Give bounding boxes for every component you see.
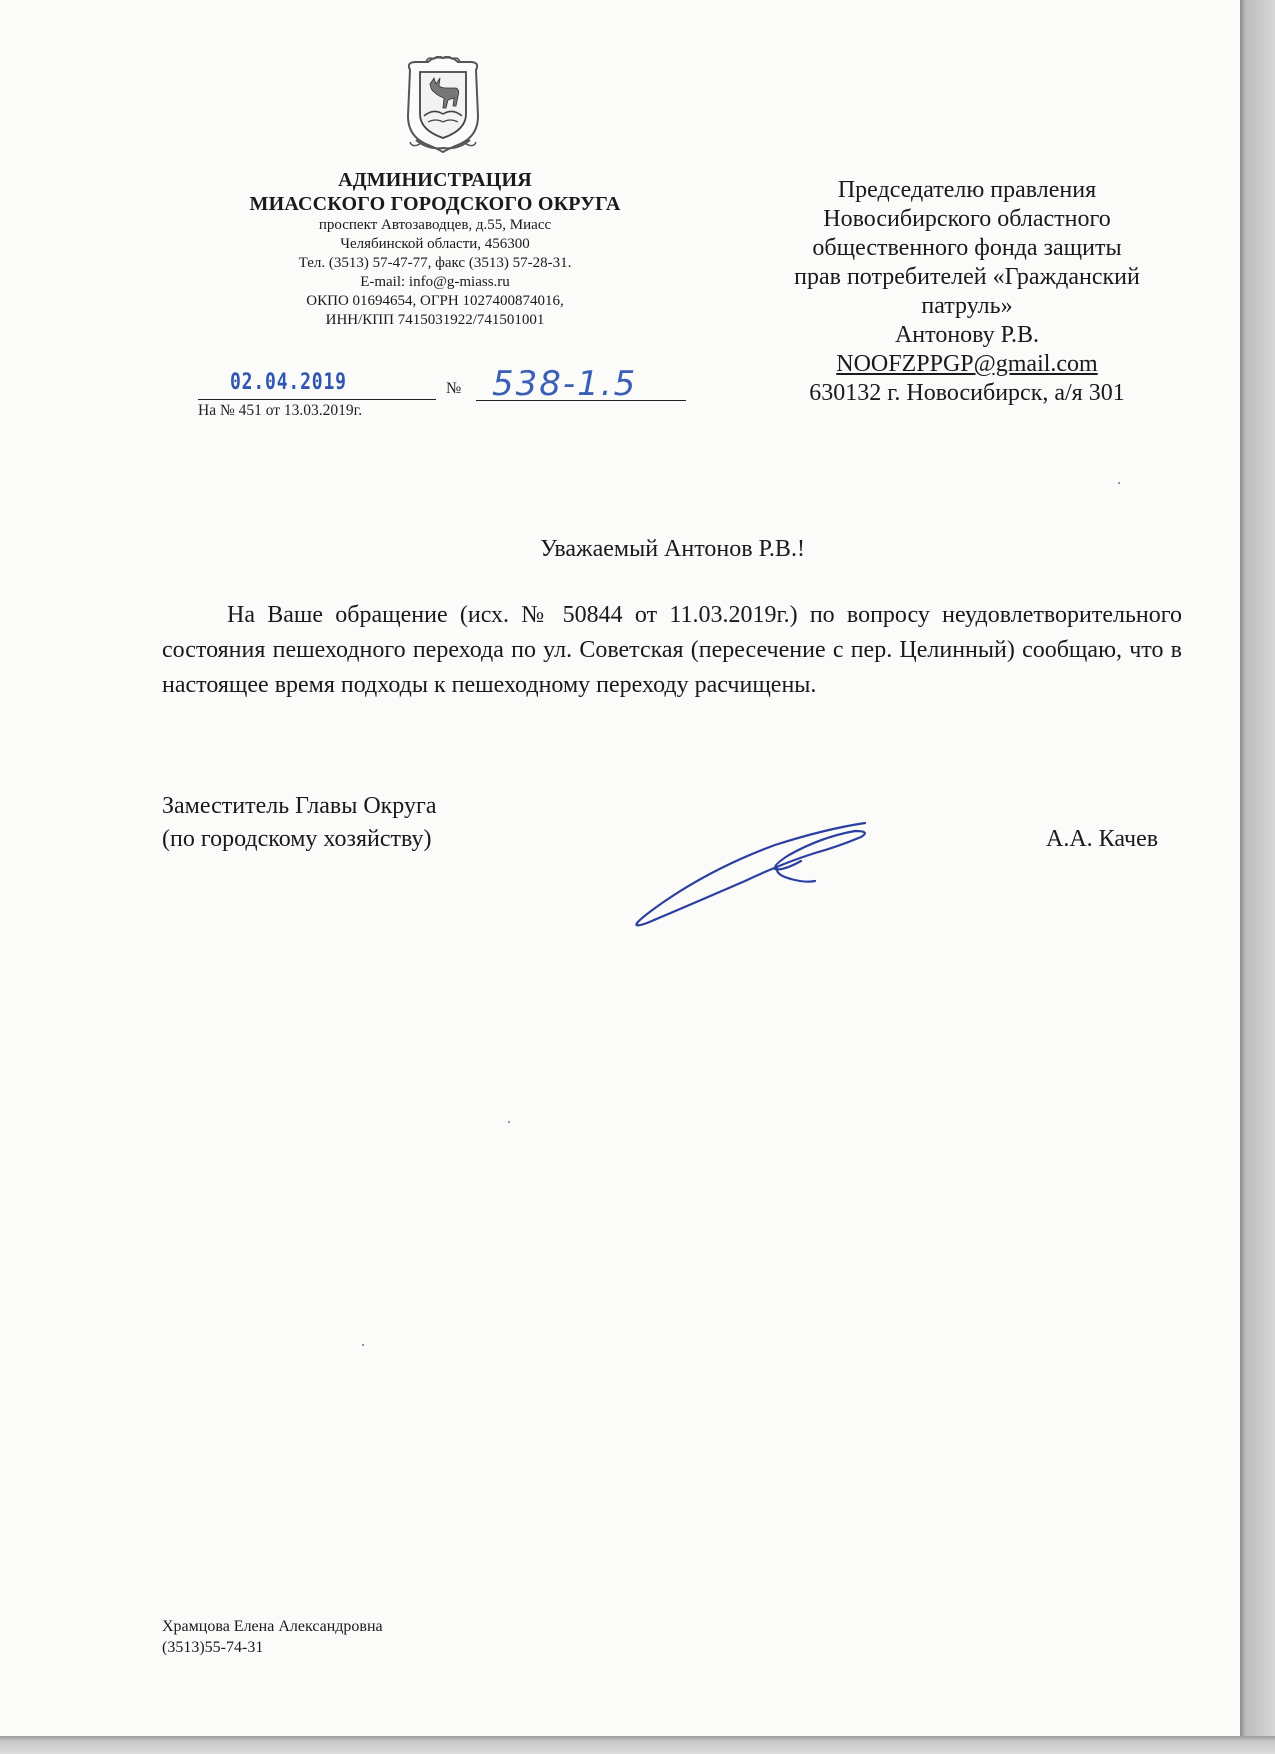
- signatory-name: А.А. Качев: [1046, 826, 1159, 852]
- registration-number-sign: №: [446, 380, 462, 397]
- registration-date-stamp: 02.04.2019: [230, 370, 347, 395]
- letterhead: [185, 168, 685, 330]
- scan-speck: [1118, 482, 1120, 484]
- signatory-title-line1: Заместитель Главы Округа: [162, 793, 437, 819]
- scan-speck: [362, 1344, 364, 1346]
- reg-date-underline: [198, 399, 436, 400]
- executor-phone: (3513)55-74-31: [162, 1639, 264, 1656]
- addressee-line: патруль»: [921, 293, 1013, 319]
- handwritten-signature: [625, 815, 875, 935]
- executor-name: Храмцова Елена Александровна: [162, 1618, 383, 1635]
- scan-edge-bottom: [0, 1736, 1275, 1754]
- addressee-postal: 630132 г. Новосибирск, а/я 301: [809, 380, 1125, 406]
- scan-edge-right: [1240, 0, 1275, 1754]
- signatory-title-line2: (по городскому хозяйству): [162, 826, 432, 852]
- org-okpo: ОКПО 01694654, ОГРН 1027400874016,: [306, 293, 564, 309]
- org-email: E-mail: info@g-miass.ru: [360, 274, 510, 290]
- registration-number: 538-1.5: [492, 364, 638, 404]
- city-coat-of-arms-icon: [398, 56, 488, 156]
- addressee-line: Новосибирского областного: [823, 206, 1111, 232]
- addressee-line: прав потребителей «Гражданский: [794, 264, 1140, 290]
- org-address-line2: Челябинской области, 456300: [340, 236, 530, 252]
- org-inn: ИНН/КПП 7415031922/741501001: [325, 312, 545, 328]
- addressee-email: NOOFZPPGP@gmail.com: [836, 351, 1098, 377]
- addressee-block: [742, 176, 1192, 408]
- addressee-line: общественного фонда защиты: [812, 235, 1122, 261]
- org-phone: Тел. (3513) 57-47-77, факс (3513) 57-28-31.: [298, 255, 572, 271]
- executor-block: [162, 1616, 383, 1658]
- signatory-title: [162, 790, 437, 856]
- body-paragraph: На Ваше обращение (исх. № 50844 от 11.03.2019г.) по вопросу неудовлетворительного состояния пешеходного перехода по ул. Советская (пересечение с пер. Целинный) сообщаю, что в настоящее время подходы к пешеходному переходу расчищены.: [162, 602, 1182, 698]
- greeting: Уважаемый Антонов Р.В.!: [540, 536, 805, 562]
- org-address-line1: проспект Автозаводцев, д.55, Миасс: [318, 217, 552, 233]
- registration-reference: На № 451 от 13.03.2019г.: [198, 402, 363, 419]
- org-name-line1: АДМИНИСТРАЦИЯ: [338, 169, 532, 191]
- scan-speck: [508, 1121, 510, 1123]
- org-name-line2: МИАССКОГО ГОРОДСКОГО ОКРУГА: [249, 193, 621, 215]
- addressee-line: Председателю правления: [837, 177, 1097, 203]
- addressee-line: Антонову Р.В.: [894, 322, 1040, 348]
